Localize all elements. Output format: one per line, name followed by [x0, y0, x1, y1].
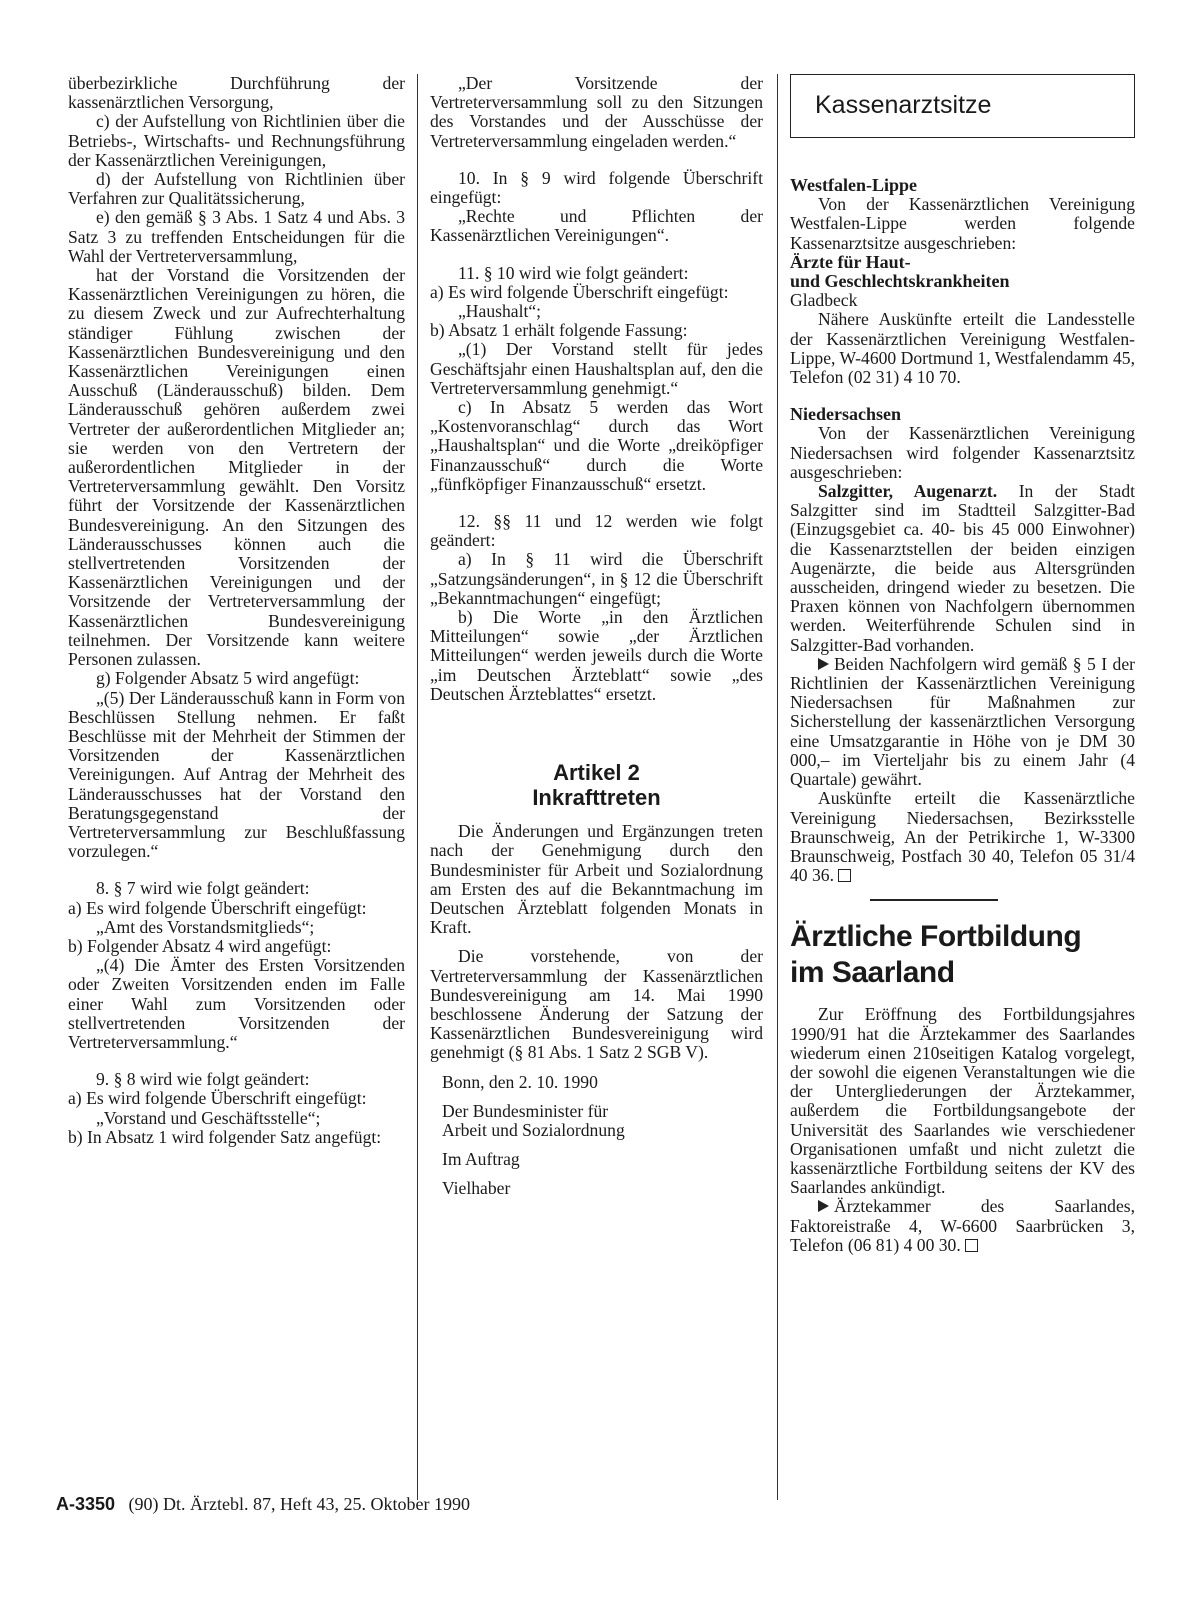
signature-line: Vielhaber: [442, 1178, 511, 1199]
page-footer: [56, 1494, 470, 1515]
paragraph: 9. § 8 wird wie folgt geändert:: [96, 1069, 310, 1090]
paragraph: 12. §§ 11 und 12 werden wie folgt geändert:: [430, 511, 763, 551]
paragraph: Die Änderungen und Ergänzungen treten nach der Genehmigung durch den Bundesminister für Arbeit und Sozialordnung am Ersten des auf die Bekanntmachung im Deutschen Ärzteblatt folgenden Monats in Kraft.: [430, 821, 763, 938]
paragraph: a) Es wird folgende Überschrift eingefügt:: [68, 897, 367, 918]
paragraph: b) Die Worte „in den Ärztlichen Mitteilungen“ sowie „der Ärztlichen Mitteilungen“ werden jeweils durch die Worte „im Deutschen Ärzteblatt“ sowie „des Deutschen Ärzteblattes“ ersetzt.: [430, 607, 763, 704]
paragraph: b) In Absatz 1 wird folgender Satz angefügt:: [68, 1126, 382, 1147]
paragraph: b) Folgender Absatz 4 wird angefügt:: [68, 935, 332, 956]
paragraph: „Amt des Vorstandsmitglieds“;: [96, 916, 315, 937]
arrow-icon: [818, 658, 829, 670]
paragraph: c) der Aufstellung von Richtlinien über die Betriebs-, Wirtschafts- und Rechnungsführung der Kassenärztlichen Vereinigungen,: [68, 111, 405, 170]
paragraph: hat der Vorstand die Vorsitzenden der Kassenärztlichen Vereinigungen zu hören, die zu diesem Zweck und zur Aufrechterhaltung ständiger Fühlung zwischen der Kassenärztlichen Bundesvereinigung und den Kassenärztlichen Vereinigungen einen Ausschuß (Länderausschuß) bilden. Dem Länderausschuß gehören außerdem zwei Vertreter der außerordentlichen Mitglieder an; sie werden von den Vertretern der außerordentlichen Mitglieder in der Vertreterversammlung gewählt. Den Vorsitz führt der Vorsitzende der Kassenärztlichen Bundesvereinigung. An den Sitzungen des Länderausschusses können auch die stellvertretenden Vorsitzenden der Kassenärztlichen Vereinigungen und der Vorsitzende der Vertreterversammlung der Kassenärztlichen Bundesvereinigung teilnehmen. Der Vorsitzende kann weitere Personen zulassen.: [68, 265, 405, 670]
paragraph: b) Absatz 1 erhält folgende Fassung:: [430, 320, 688, 341]
region-heading: Westfalen-Lippe: [790, 175, 918, 195]
paragraph: a) In § 11 wird die Überschrift „Satzungsänderungen“, in § 12 die Überschrift „Bekanntmachungen“ eingefügt;: [430, 549, 763, 608]
paragraph: „Vorstand und Geschäftsstelle“;: [96, 1107, 321, 1128]
paragraph: Auskünfte erteilt die Kassenärztliche Vereinigung Niedersachsen, Bezirksstelle Braunschweig, An der Petrikirche 1, W-3300 Braunschweig, Postfach 30 40, Telefon 05 31/4 40 36.: [790, 788, 1135, 886]
arrow-icon: [818, 1200, 829, 1212]
paragraph: g) Folgender Absatz 5 wird angefügt:: [96, 668, 360, 689]
specialty-heading: Ärzte für Haut-: [790, 251, 911, 272]
paragraph: 11. § 10 wird wie folgt geändert:: [458, 262, 689, 283]
place: Gladbeck: [790, 290, 858, 311]
paragraph: Die vorstehende, von der Vertreterversammlung der Kassenärztlichen Bundesvereinigung am 14. Mai 1990 beschlossene Änderung der Satzung der Kassenärztlichen Bundesvereinigung wird genehmigt (§ 81 Abs. 1 Satz 2 SGB V).: [430, 946, 763, 1063]
paragraph: 10. In § 9 wird folgende Überschrift eingefügt:: [430, 167, 763, 208]
paragraph: Salzgitter, Augenarzt. In der Stadt Salzgitter sind im Stadtteil Salzgitter-Bad (Einzugsgebiet ca. 40- bis 45 000 Einwohner) die Kassenarztstellen der beiden einzigen Augenärzte, die beide aus Altersgründen ausscheiden, dringend wieder zu besetzen. Die Praxen können von Nachfolgern übernommen werden. Weiterführende Schulen sind in Salzgitter-Bad vorhanden.: [790, 481, 1135, 655]
end-mark-icon: [838, 869, 851, 882]
end-mark-icon: [965, 1239, 978, 1252]
paragraph: e) den gemäß § 3 Abs. 1 Satz 4 und Abs. 3 Satz 3 zu treffenden Entscheidungen für die Wahl der Vertreterversammlung,: [68, 207, 405, 266]
signature-line: Arbeit und Sozialordnung: [442, 1119, 625, 1140]
signature-block: [430, 1073, 763, 1199]
paragraph: Beiden Nachfolgern wird gemäß § 5 I der Richtlinien der Kassenärztlichen Vereinigung Niedersachsen für Maßnahmen zur Sicherstellung der kassenärztlichen Versorgung eine Umsatzgarantie in Höhe von je DM 30 000,– im Vierteljahr bis zu einem Jahr (4 Quartale) gewährt.: [790, 653, 1135, 790]
section-divider: [870, 899, 998, 901]
article-headline: Ärztliche Fortbildung im Saarland: [790, 920, 1082, 990]
column-rule-left: [417, 74, 418, 1500]
paragraph: c) In Absatz 5 werden das Wort „Kostenvoranschlag“ durch das Wort „Haushaltsplan“ und die Worte „dreiköpfiger Finanzausschuß“ durch die Worte „fünfköpfiger Finanzausschuß“ ersetzt.: [430, 397, 763, 494]
column-rule-right: [777, 74, 778, 1500]
paragraph: „(5) Der Länderausschuß kann in Form von Beschlüssen Stellung nehmen. Er faßt Beschlüsse mit der Mehrheit der Stimmen der Vorsitzenden der Kassenärztlichen Vereinigungen. Auf Antrag der Mehrheit des Länderausschusses hat der Vorstand den Beratungsgegenstand der Vertreterversammlung zur Beschlußfassung vorzulegen.“: [68, 687, 405, 862]
signature-line: Der Bundesminister für: [442, 1100, 609, 1121]
paragraph: „(4) Die Ämter des Ersten Vorsitzenden oder Zweiten Vorsitzenden enden im Falle einer Wahl zum Vorsitzenden oder stellvertretenden Vorsitzenden der Vertreterversammlung.“: [68, 955, 405, 1052]
paragraph: a) Es wird folgende Überschrift eingefügt:: [430, 281, 729, 302]
specialty-heading: und Geschlechtskrankheiten: [790, 271, 1010, 292]
page-number: A-3350: [56, 1494, 116, 1514]
paragraph: Ärztekammer des Saarlandes, Faktoreistraße 4, W-6600 Saarbrücken 3, Telefon (06 81) 4 00 30.: [790, 1196, 1135, 1255]
paragraph: „Haushalt“;: [458, 301, 542, 322]
paragraph: Nähere Auskünfte erteilt die Landesstelle der Kassenärztlichen Vereinigung Westfalen-Lippe, W-4600 Dortmund 1, Westfalendamm 45, Telefon (02 31) 4 10 70.: [790, 309, 1135, 388]
region-heading: Niedersachsen: [790, 404, 901, 425]
paragraph: 8. § 7 wird wie folgt geändert:: [96, 878, 310, 899]
paragraph: Zur Eröffnung des Fortbildungsjahres 1990/91 hat die Ärztekammer des Saarlandes wiederum einen 210seitigen Katalog vorgelegt, der sowohl die eigenen Veranstaltungen wie die der Untergliederungen der Ärztekammer, außerdem die Fortbildungsangebote der Universität des Saarlandes wie verschiedener Organisationen umfaßt und nicht zuletzt die kassenärztliche Fortbildung seitens der KV des Saarlandes ankündigt.: [790, 1004, 1135, 1198]
paragraph: a) Es wird folgende Überschrift eingefügt:: [68, 1088, 367, 1109]
paragraph: „Rechte und Pflichten der Kassenärztlichen Vereinigungen“.: [430, 206, 763, 246]
publication-info: (90) Dt. Ärztebl. 87, Heft 43, 25. Oktober 1990: [128, 1494, 470, 1514]
paragraph: überbezirkliche Durchführung der kassenärztlichen Versorgung,: [68, 73, 405, 113]
paragraph: „Der Vorsitzende der Vertreterversammlung soll zu den Sitzungen des Vorstandes und der Ausschüsse der Vertreterversammlung eingeladen werden.“: [430, 73, 763, 151]
paragraph: „(1) Der Vorstand stellt für jedes Geschäftsjahr einen Haushaltsplan auf, den die Vertreterversammlung genehmigt.“: [430, 339, 763, 398]
column-3: [790, 74, 1135, 1255]
column-1: [68, 74, 405, 1147]
artikel-heading: Artikel 2 Inkrafttreten: [532, 760, 661, 811]
date: Bonn, den 2. 10. 1990: [442, 1071, 598, 1092]
paragraph: d) der Aufstellung von Richtlinien über Verfahren zur Qualitätssicherung,: [68, 169, 405, 209]
paragraph: Von der Kassenärztlichen Vereinigung Westfalen-Lippe werden folgende Kassenarztsitze ausgeschrieben:: [790, 194, 1135, 253]
section-box-title: Kassenarztsitze: [790, 74, 1135, 138]
paragraph: Von der Kassenärztlichen Vereinigung Niedersachsen wird folgender Kassenarztsitz ausgeschrieben:: [790, 423, 1135, 482]
column-2: [430, 74, 763, 1209]
signature-line: Im Auftrag: [442, 1149, 520, 1170]
